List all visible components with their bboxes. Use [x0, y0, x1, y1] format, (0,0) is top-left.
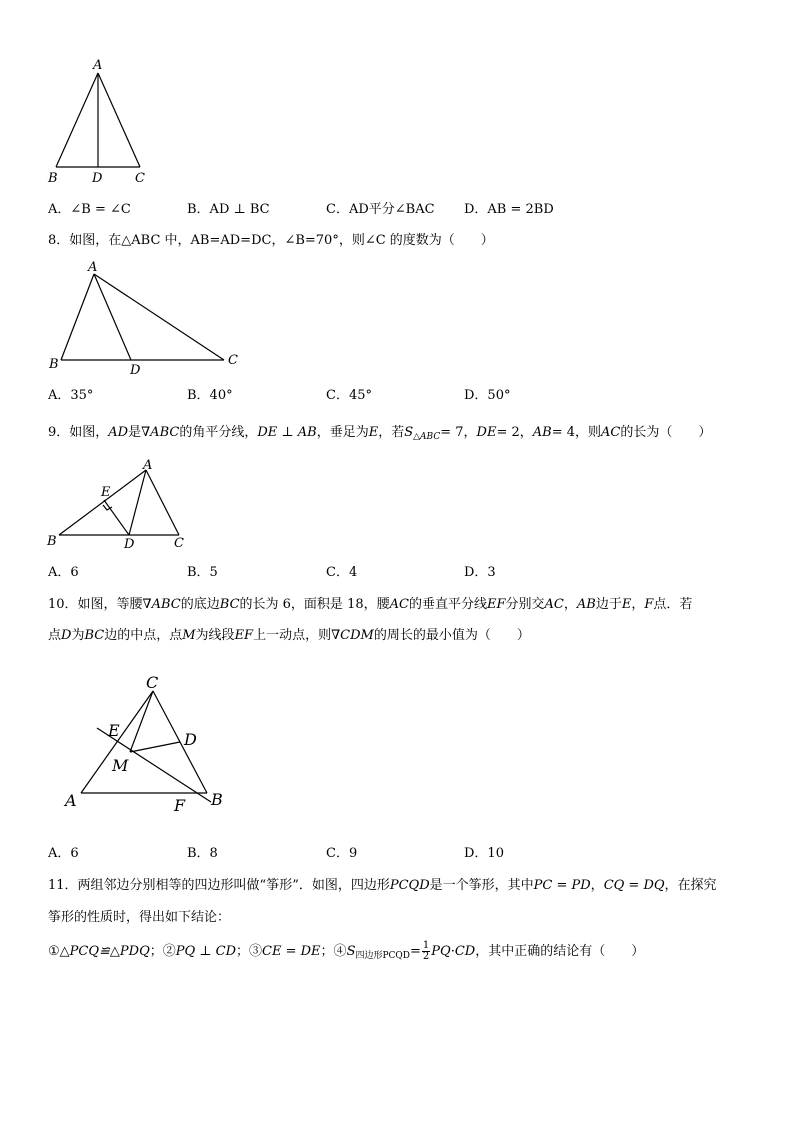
q8-option-a[interactable]: A．35°	[48, 388, 94, 403]
q8-stem: 8．如图，在△ABC 中，AB=AD=DC，∠B=70°，则∠C 的度数为（ ）	[48, 233, 494, 248]
q7-option-c[interactable]: C．AD平分∠BAC	[326, 202, 435, 217]
q10-label-c: C	[146, 673, 159, 692]
q7-label-b: B	[48, 171, 58, 186]
q9-option-c[interactable]: C．4	[326, 565, 358, 580]
q8-label-c: C	[228, 353, 238, 368]
q8-label-a: A	[88, 260, 98, 275]
q9-label-c: C	[174, 536, 184, 551]
q7-option-d[interactable]: D．AB = 2BD	[464, 202, 554, 217]
q10-label-m: M	[112, 756, 129, 775]
q9-option-d[interactable]: D．3	[464, 565, 496, 580]
q10-stem-line-2: 点D为BC边的中点，点M为线段EF上一动点，则∇CDM的周长的最小值为（ ）	[48, 628, 530, 643]
q8-label-d: D	[130, 363, 141, 378]
q9-option-b[interactable]: B．5	[187, 565, 218, 580]
q9-label-b: B	[47, 534, 57, 549]
q8-label-b: B	[49, 357, 59, 372]
q10-option-a[interactable]: A．6	[48, 846, 79, 861]
q8-option-b[interactable]: B．40°	[187, 388, 233, 403]
q9-stem: 9．如图，AD是∇ABC的角平分线，DE ⊥ AB，垂足为E，若$S_{\triangle ABC}= 7$，DE= 2，AB= 4，则AC的长为（ ）	[48, 425, 712, 442]
q10-option-c[interactable]: C．9	[326, 846, 358, 861]
q9-label-d: D	[124, 537, 135, 552]
q11-stem-line-1: 11．两组邻边分别相等的四边形叫做“筝形”．如图，四边形PCQD是一个筝形，其中PC = PD，CQ = DQ，在探究	[48, 878, 717, 893]
q11-conclusions: ①△PCQ≌△PDQ；②PQ ⊥ CD；③CE = DE；$④S_{四边形PCQD}=$ $\frac{1}{2}$ PQ·CD，其中正确的结论有（ ）	[48, 940, 645, 962]
q7-label-c: C	[135, 171, 145, 186]
q10-label-a: A	[65, 791, 77, 810]
q7-option-b[interactable]: B．AD ⊥ BC	[187, 202, 270, 217]
q10-label-e: E	[108, 721, 120, 740]
q10-stem-line-1: 10．如图，等腰∇ABC的底边BC的长为 6，面积是 18，腰AC的垂直平分线EF分别交AC，AB边于E，F点．若	[48, 597, 693, 612]
q8-option-c[interactable]: C．45°	[326, 388, 372, 403]
q10-label-f: F	[174, 796, 186, 815]
half-fraction: $\frac{1}{2}$	[422, 940, 430, 962]
q8-option-d[interactable]: D．50°	[464, 388, 511, 403]
q9-label-e: E	[101, 485, 111, 500]
q7-option-a[interactable]: A．∠B = ∠C	[48, 202, 131, 217]
q10-label-b: B	[211, 790, 223, 809]
q7-label-a: A	[93, 58, 103, 73]
q9-option-a[interactable]: A．6	[48, 565, 79, 580]
q7-label-d: D	[92, 171, 103, 186]
q9-label-a: A	[143, 458, 153, 473]
q11-stem-line-2: 筝形的性质时，得出如下结论：	[48, 910, 231, 925]
q10-label-d: D	[184, 730, 197, 749]
q10-option-b[interactable]: B．8	[187, 846, 218, 861]
q10-option-d[interactable]: D．10	[464, 846, 504, 861]
